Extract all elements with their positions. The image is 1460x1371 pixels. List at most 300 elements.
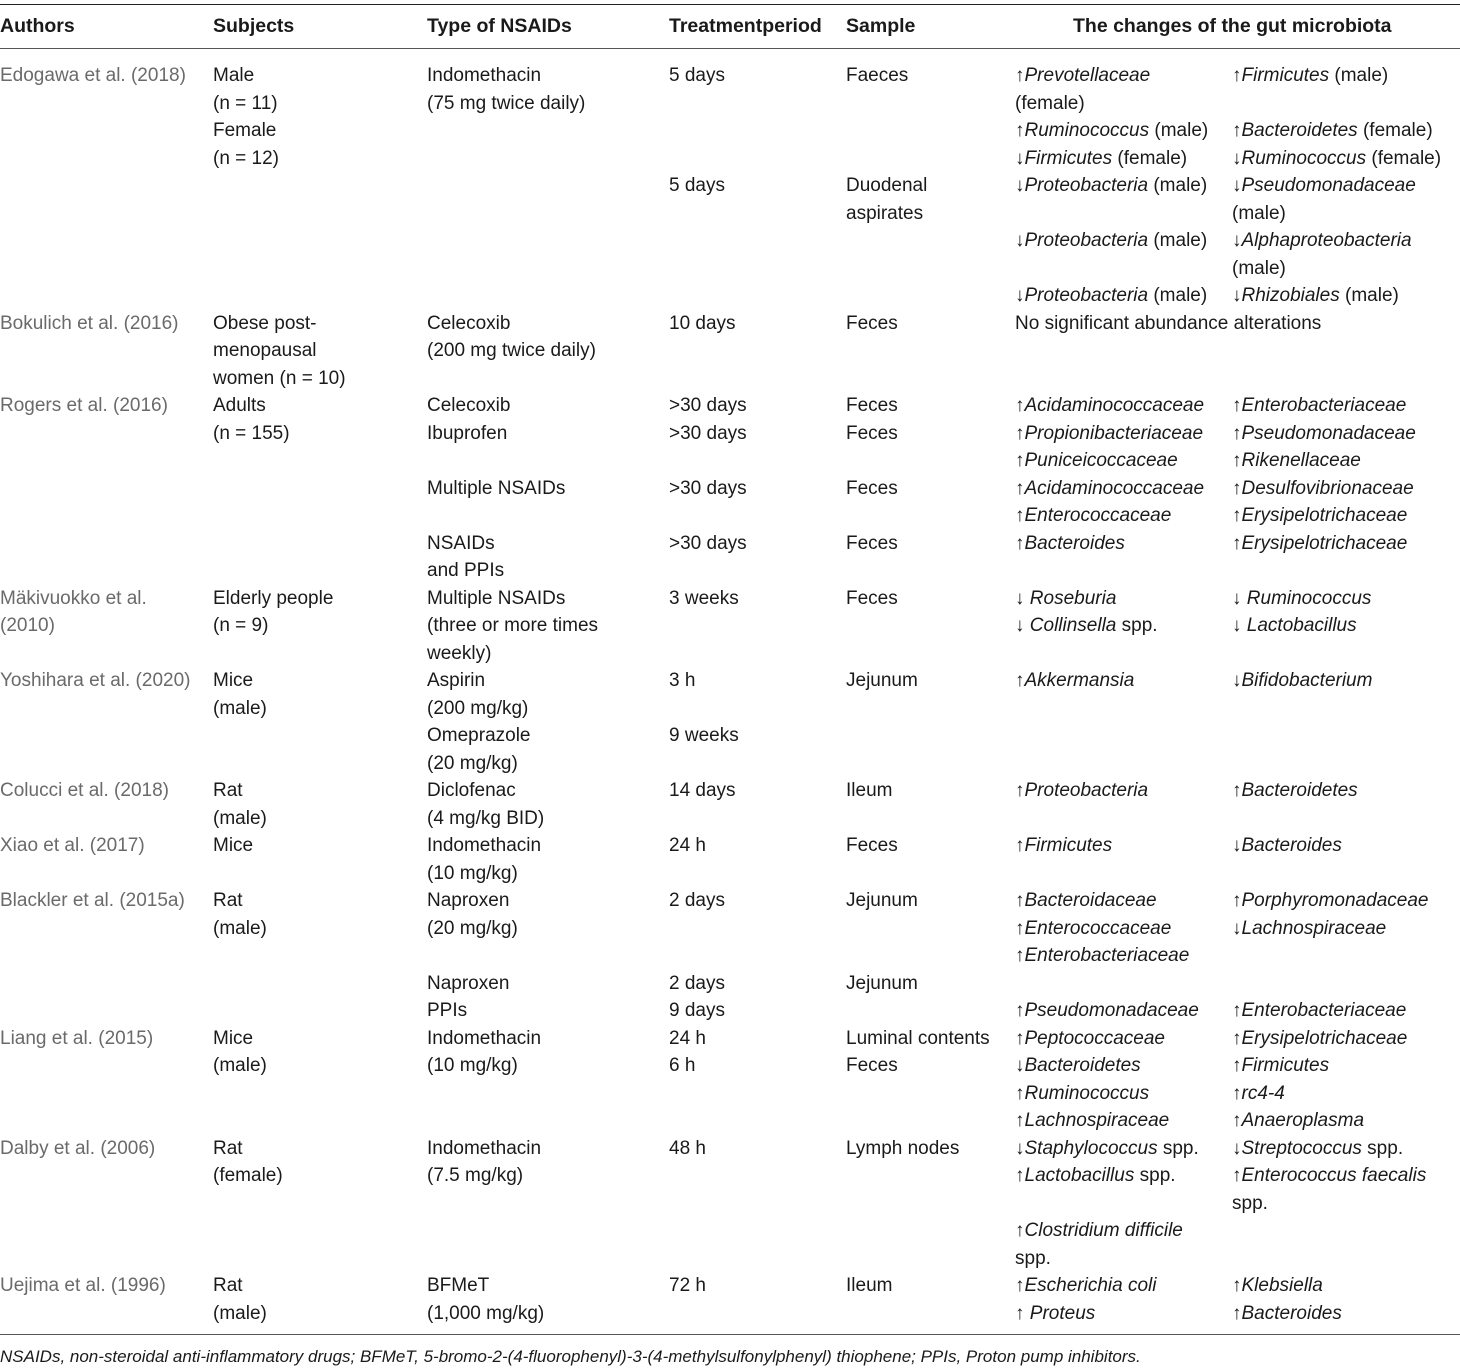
microbiota-change <box>1232 420 1416 448</box>
change-arrow: ↑ <box>1232 1027 1242 1049</box>
microbiota-change <box>1015 612 1158 640</box>
change-arrow: ↓ <box>1015 1055 1025 1076</box>
taxon-qualifier: spp. <box>1116 615 1158 636</box>
column-header-5: The changes of the gut microbiota <box>1073 15 1392 37</box>
microbiota-change <box>1015 1245 1051 1273</box>
microbiota-change <box>1232 832 1342 860</box>
microbiota-change <box>1015 447 1178 475</box>
taxon-name: Bacteroidetes <box>1241 120 1358 141</box>
drug-cell: Omeprazole <box>427 725 531 746</box>
taxon-name: Puniceicoccaceae <box>1024 450 1178 471</box>
taxon-name: Enterobacteriaceae <box>1241 1000 1407 1021</box>
taxon-qualifier: No significant abundance alterations <box>1015 312 1322 334</box>
change-arrow: ↑ <box>1232 395 1242 416</box>
period-cell: 5 days <box>669 65 725 86</box>
table-bottom-rule <box>0 1334 1460 1335</box>
taxon-name: Bacteroides <box>1024 532 1125 554</box>
microbiota-change <box>1232 1272 1323 1300</box>
taxon-name: Pseudomonadaceae <box>1241 422 1416 444</box>
author-cell: Bokulich et al. (2016) <box>0 312 179 334</box>
drug-cell: Celecoxib <box>427 395 511 416</box>
change-arrow: ↑ <box>1232 1082 1242 1104</box>
taxon-name: Proteus <box>1029 1302 1096 1324</box>
taxon-name: Streptococcus <box>1241 1137 1362 1159</box>
change-arrow: ↑ <box>1232 422 1242 444</box>
microbiota-change <box>1015 90 1085 118</box>
taxon-name: Bacteroides <box>1241 835 1342 856</box>
change-arrow: ↓ <box>1232 1137 1242 1159</box>
subjects-cell: (n = 11) <box>213 92 278 114</box>
subjects-cell: Male <box>213 65 255 86</box>
taxon-qualifier: (male) <box>1232 257 1286 279</box>
microbiota-change <box>1232 1162 1426 1190</box>
drug-cell: Celecoxib <box>427 312 511 334</box>
column-header-3: Treatmentperiod <box>669 15 822 37</box>
change-arrow: ↑ <box>1015 1000 1025 1021</box>
subjects-cell: (n = 155) <box>213 422 290 444</box>
taxon-name: Bifidobacterium <box>1241 670 1373 691</box>
taxon-name: Lachnospiraceae <box>1241 917 1387 939</box>
sample-cell: Feces <box>846 835 898 856</box>
taxon-name: Bacteroidetes <box>1241 780 1358 801</box>
microbiota-change <box>1015 145 1187 173</box>
microbiota-change <box>1232 777 1358 805</box>
drug-cell: Naproxen <box>427 972 510 994</box>
change-arrow: ↓ <box>1015 147 1025 169</box>
subjects-cell: (male) <box>213 697 267 719</box>
taxon-name: Escherichia coli <box>1024 1275 1157 1296</box>
change-arrow: ↓ <box>1232 670 1242 691</box>
drug-cell: (20 mg/kg) <box>427 917 518 939</box>
microbiota-change <box>1232 447 1361 475</box>
microbiota-change <box>1015 832 1112 860</box>
sample-cell: Feces <box>846 532 898 554</box>
change-arrow: ↑ <box>1015 780 1025 801</box>
taxon-name: Firmicutes <box>1241 1055 1330 1076</box>
drug-cell: (200 mg/kg) <box>427 697 529 719</box>
taxon-name: Lactobacillus <box>1024 1165 1135 1186</box>
sample-cell: Feces <box>846 1055 898 1076</box>
microbiota-change <box>1232 997 1406 1025</box>
taxon-name: Proteobacteria <box>1024 230 1149 251</box>
change-arrow: ↑ <box>1015 1082 1025 1104</box>
taxon-name: Acidaminococcaceae <box>1024 477 1205 499</box>
change-arrow: ↑ <box>1232 450 1242 471</box>
period-cell: 3 weeks <box>669 587 739 609</box>
period-cell: 3 h <box>669 670 696 691</box>
taxon-name: Desulfovibrionaceae <box>1241 477 1414 499</box>
author-cell: Dalby et al. (2006) <box>0 1137 156 1159</box>
microbiota-change <box>1015 1300 1095 1328</box>
change-arrow: ↓ <box>1015 175 1025 196</box>
change-arrow: ↑ <box>1015 395 1025 416</box>
subjects-cell: (n = 9) <box>213 615 269 636</box>
change-arrow: ↑ <box>1232 1000 1242 1021</box>
subjects-cell: (female) <box>213 1165 283 1186</box>
taxon-qualifier: (male) <box>1329 65 1389 86</box>
sample-cell: Lymph nodes <box>846 1137 960 1159</box>
change-arrow: ↓ <box>1015 230 1025 251</box>
period-cell: 24 h <box>669 835 706 856</box>
period-cell: >30 days <box>669 395 747 416</box>
change-arrow: ↑ <box>1015 1110 1025 1131</box>
period-cell: 6 h <box>669 1055 696 1076</box>
microbiota-change <box>1232 255 1286 283</box>
change-arrow: ↑ <box>1232 1055 1242 1076</box>
change-arrow: ↓ <box>1232 917 1242 939</box>
taxon-name: Peptococcaceae <box>1024 1027 1165 1049</box>
change-arrow: ↑ <box>1015 450 1025 471</box>
taxon-name: Staphylococcus <box>1024 1137 1158 1159</box>
drug-cell: Naproxen <box>427 890 510 911</box>
period-cell: 48 h <box>669 1137 706 1159</box>
microbiota-change <box>1015 530 1125 558</box>
taxon-qualifier: (male) <box>1149 120 1209 141</box>
column-header-2: Type of NSAIDs <box>427 15 572 37</box>
taxon-name: Firmicutes <box>1024 147 1113 169</box>
drug-cell: (7.5 mg/kg) <box>427 1165 524 1186</box>
subjects-cell: (n = 12) <box>213 147 280 169</box>
taxon-name: Bacteroidetes <box>1024 1055 1141 1076</box>
column-header-1: Subjects <box>213 15 295 37</box>
microbiota-change <box>1015 887 1157 915</box>
microbiota-change <box>1015 310 1321 338</box>
table-footnote: NSAIDs, non-steroidal anti-inflammatory drugs; BFMeT, 5-bromo-2-(4-fluorophenyl)-3-(4-methylsulfonylphenyl) thiophene; PPIs, Proton pump inhibitors. <box>0 1347 1141 1366</box>
sample-cell: Feces <box>846 477 898 499</box>
change-arrow: ↑ <box>1232 477 1242 499</box>
change-arrow: ↑ <box>1015 477 1025 499</box>
drug-cell: (three or more times <box>427 615 599 636</box>
change-arrow: ↑ <box>1015 422 1025 444</box>
period-cell: 5 days <box>669 175 725 196</box>
drug-cell: (75 mg twice daily) <box>427 92 586 114</box>
taxon-name: Ruminococcus <box>1024 1082 1150 1104</box>
taxon-name: Pseudomonadaceae <box>1024 1000 1199 1021</box>
microbiota-change <box>1015 117 1208 145</box>
subjects-cell: (male) <box>213 807 267 829</box>
microbiota-change <box>1232 667 1372 695</box>
taxon-qualifier: (male) <box>1148 175 1208 196</box>
taxon-name: Erysipelotrichaceae <box>1241 532 1408 554</box>
period-cell: >30 days <box>669 532 747 554</box>
sample-cell: Jejunum <box>846 972 918 994</box>
sample-cell: Luminal contents <box>846 1027 990 1049</box>
subjects-cell: Rat <box>213 1275 243 1296</box>
change-arrow: ↑ <box>1015 65 1025 86</box>
microbiota-change <box>1232 282 1399 310</box>
column-header-4: Sample <box>846 15 916 37</box>
subjects-cell: women (n = 10) <box>213 367 346 389</box>
taxon-name: Anaeroplasma <box>1241 1110 1365 1131</box>
microbiota-change <box>1015 1025 1165 1053</box>
microbiota-change <box>1015 172 1207 200</box>
taxon-qualifier: (male) <box>1148 230 1208 251</box>
change-arrow: ↓ <box>1232 147 1242 169</box>
change-arrow: ↑ <box>1232 1110 1242 1131</box>
taxon-name: Enterococcus faecalis <box>1241 1165 1427 1186</box>
change-arrow: ↓ <box>1232 587 1247 609</box>
change-arrow: ↓ <box>1232 230 1242 251</box>
microbiota-change <box>1232 62 1388 90</box>
microbiota-change <box>1232 1190 1268 1218</box>
column-header-0: Authors <box>0 15 75 37</box>
period-cell: 2 days <box>669 972 725 994</box>
author-cell: Rogers et al. (2016) <box>0 395 168 416</box>
microbiota-change <box>1015 1272 1157 1300</box>
period-cell: 2 days <box>669 890 725 911</box>
drug-cell: (10 mg/kg) <box>427 1055 518 1076</box>
microbiota-change <box>1015 667 1134 695</box>
drug-cell: (200 mg twice daily) <box>427 340 596 361</box>
microbiota-change <box>1015 420 1203 448</box>
taxon-name: Acidaminococcaceae <box>1024 395 1205 416</box>
microbiota-change <box>1232 1025 1407 1053</box>
subjects-cell: (male) <box>213 917 267 939</box>
taxon-name: Collinsella <box>1029 615 1117 636</box>
taxon-name: Enterococcaceae <box>1024 505 1172 526</box>
microbiota-change <box>1232 1135 1403 1163</box>
drug-cell: (4 mg/kg BID) <box>427 807 545 829</box>
microbiota-change <box>1015 585 1116 613</box>
microbiota-change <box>1232 530 1407 558</box>
microbiota-change <box>1232 1052 1329 1080</box>
microbiota-change <box>1015 1217 1183 1245</box>
drug-cell: Aspirin <box>427 670 486 691</box>
taxon-name: Proteobacteria <box>1024 175 1149 196</box>
drug-cell: Ibuprofen <box>427 422 508 444</box>
microbiota-change <box>1015 1162 1176 1190</box>
taxon-name: Prevotellaceae <box>1024 65 1151 86</box>
taxon-name: Enterococcaceae <box>1024 917 1172 939</box>
sample-cell: Faeces <box>846 65 909 86</box>
sample-cell: Duodenal <box>846 175 928 196</box>
drug-cell: Diclofenac <box>427 780 516 801</box>
drug-cell: (10 mg/kg) <box>427 862 518 884</box>
change-arrow: ↓ <box>1015 587 1030 609</box>
taxon-name: Enterobacteriaceae <box>1241 395 1407 416</box>
sample-cell: Ileum <box>846 780 893 801</box>
subjects-cell: Rat <box>213 780 243 801</box>
change-arrow: ↑ <box>1232 1302 1242 1324</box>
taxon-name: Alphaproteobacteria <box>1241 230 1412 251</box>
microbiota-change <box>1232 145 1441 173</box>
drug-cell: Multiple NSAIDs <box>427 477 566 499</box>
microbiota-change <box>1015 282 1207 310</box>
period-cell: 9 days <box>669 1000 725 1021</box>
taxon-qualifier: spp. <box>1232 1192 1268 1214</box>
change-arrow: ↓ <box>1015 1137 1025 1159</box>
period-cell: 72 h <box>669 1275 706 1296</box>
microbiota-change <box>1015 475 1204 503</box>
author-cell: Colucci et al. (2018) <box>0 780 169 801</box>
period-cell: >30 days <box>669 422 747 444</box>
microbiota-change <box>1015 392 1204 420</box>
microbiota-change <box>1232 475 1414 503</box>
microbiota-change <box>1232 1080 1285 1108</box>
change-arrow: ↓ <box>1015 285 1025 306</box>
drug-cell: Indomethacin <box>427 65 542 86</box>
microbiota-change <box>1015 915 1171 943</box>
drug-cell: NSAIDs <box>427 532 495 554</box>
drug-cell: (20 mg/kg) <box>427 752 518 774</box>
microbiota-change <box>1232 392 1406 420</box>
change-arrow: ↑ <box>1232 65 1242 86</box>
period-cell: >30 days <box>669 477 747 499</box>
period-cell: 10 days <box>669 312 736 334</box>
change-arrow: ↑ <box>1015 945 1025 966</box>
change-arrow: ↓ <box>1232 175 1242 196</box>
taxon-qualifier: spp. <box>1157 1137 1199 1159</box>
author-cell: Liang et al. (2015) <box>0 1027 154 1049</box>
change-arrow: ↑ <box>1015 1302 1030 1324</box>
microbiota-change <box>1015 227 1207 255</box>
taxon-qualifier: (male) <box>1232 202 1286 224</box>
drug-cell: Indomethacin <box>427 1027 542 1049</box>
sample-cell: Feces <box>846 422 898 444</box>
drug-cell: Multiple NSAIDs <box>427 587 566 609</box>
microbiota-change <box>1232 1107 1364 1135</box>
author-cell: Xiao et al. (2017) <box>0 835 145 856</box>
microbiota-change <box>1232 1300 1342 1328</box>
taxon-name: Lachnospiraceae <box>1024 1110 1170 1131</box>
microbiota-change <box>1015 1052 1141 1080</box>
sample-cell: Ileum <box>846 1275 893 1296</box>
sample-cell: Jejunum <box>846 890 918 911</box>
microbiota-change <box>1232 200 1286 228</box>
drug-cell: weekly) <box>427 642 492 664</box>
change-arrow: ↓ <box>1015 615 1030 636</box>
taxon-name: Erysipelotrichaceae <box>1241 1027 1408 1049</box>
change-arrow: ↑ <box>1015 1275 1025 1296</box>
taxon-name: Rikenellaceae <box>1241 450 1361 471</box>
change-arrow: ↑ <box>1232 890 1242 911</box>
drug-cell: and PPIs <box>427 560 505 581</box>
subjects-cell: Female <box>213 120 277 141</box>
microbiota-change <box>1015 997 1199 1025</box>
sample-cell: Feces <box>846 587 898 609</box>
taxon-name: Pseudomonadaceae <box>1241 175 1416 196</box>
microbiota-change <box>1015 777 1148 805</box>
change-arrow: ↓ <box>1232 285 1242 306</box>
subjects-cell: Rat <box>213 1137 243 1159</box>
taxon-name: Ruminococcus <box>1241 147 1367 169</box>
microbiota-change <box>1232 887 1428 915</box>
taxon-qualifier: (female) <box>1366 147 1442 169</box>
taxon-name: Clostridium difficile <box>1024 1220 1183 1241</box>
taxon-name: Proteobacteria <box>1024 780 1149 801</box>
subjects-cell: (male) <box>213 1055 267 1076</box>
taxon-name: Enterobacteriaceae <box>1024 945 1190 966</box>
author-cell: (2010) <box>0 615 55 636</box>
sample-cell: Feces <box>846 312 898 334</box>
author-cell: Mäkivuokko et al. <box>0 587 147 609</box>
author-cell: Uejima et al. (1996) <box>0 1275 166 1296</box>
change-arrow: ↓ <box>1232 615 1247 636</box>
taxon-name: Erysipelotrichaceae <box>1241 505 1408 526</box>
change-arrow: ↑ <box>1232 780 1242 801</box>
subjects-cell: Obese post- <box>213 312 317 334</box>
taxon-qualifier: (male) <box>1339 285 1399 306</box>
subjects-cell: Mice <box>213 1027 254 1049</box>
microbiota-change <box>1232 585 1371 613</box>
taxon-name: Ruminococcus <box>1024 120 1150 141</box>
subjects-cell: (male) <box>213 1302 267 1324</box>
taxon-name: Klebsiella <box>1241 1275 1323 1296</box>
microbiota-change <box>1232 117 1433 145</box>
microbiota-change <box>1232 915 1386 943</box>
subjects-cell: Mice <box>213 670 254 691</box>
sample-cell: Jejunum <box>846 670 918 691</box>
taxon-name: Roseburia <box>1029 587 1117 609</box>
change-arrow: ↑ <box>1015 1220 1025 1241</box>
taxon-qualifier: (female) <box>1357 120 1433 141</box>
subjects-cell: Elderly people <box>213 587 334 609</box>
drug-cell: (1,000 mg/kg) <box>427 1302 545 1324</box>
microbiota-change <box>1232 227 1412 255</box>
taxon-name: Lactobacillus <box>1246 615 1357 636</box>
taxon-name: rc4-4 <box>1241 1082 1285 1104</box>
subjects-cell: Adults <box>213 395 266 416</box>
taxon-qualifier: spp. <box>1134 1165 1176 1186</box>
sample-cell: Feces <box>846 395 898 416</box>
change-arrow: ↑ <box>1015 890 1025 911</box>
taxon-name: Rhizobiales <box>1241 285 1340 306</box>
change-arrow: ↑ <box>1232 120 1242 141</box>
microbiota-change <box>1232 502 1407 530</box>
microbiota-change <box>1232 172 1416 200</box>
microbiota-change <box>1232 612 1357 640</box>
period-cell: 24 h <box>669 1027 706 1049</box>
change-arrow: ↑ <box>1232 1275 1242 1296</box>
taxon-qualifier: (female) <box>1112 147 1188 169</box>
sample-cell: aspirates <box>846 202 924 224</box>
subjects-cell: menopausal <box>213 340 317 361</box>
taxon-name: Bacteroides <box>1241 1302 1342 1324</box>
taxon-qualifier: spp. <box>1015 1247 1051 1269</box>
microbiota-change <box>1015 1135 1199 1163</box>
change-arrow: ↑ <box>1015 1027 1025 1049</box>
subjects-cell: Mice <box>213 835 254 856</box>
drug-cell: Indomethacin <box>427 1137 542 1159</box>
taxon-name: Ruminococcus <box>1246 587 1372 609</box>
subjects-cell: Rat <box>213 890 243 911</box>
taxon-name: Porphyromonadaceae <box>1241 890 1429 911</box>
drug-cell: Indomethacin <box>427 835 542 856</box>
microbiota-change <box>1015 942 1189 970</box>
taxon-qualifier: spp. <box>1361 1137 1404 1159</box>
change-arrow: ↑ <box>1232 532 1242 554</box>
taxon-name: Firmicutes <box>1241 65 1330 86</box>
microbiota-change <box>1015 1107 1169 1135</box>
change-arrow: ↑ <box>1015 120 1025 141</box>
microbiota-change <box>1015 1080 1149 1108</box>
taxon-name: Proteobacteria <box>1024 285 1149 306</box>
change-arrow: ↑ <box>1015 670 1025 691</box>
taxon-name: Akkermansia <box>1024 670 1135 691</box>
author-cell: Blackler et al. (2015a) <box>0 890 185 911</box>
table-top-rule <box>0 4 1460 5</box>
taxon-qualifier: (female) <box>1015 92 1085 114</box>
taxon-name: Firmicutes <box>1024 835 1113 856</box>
change-arrow: ↑ <box>1232 505 1242 526</box>
drug-cell: PPIs <box>427 1000 468 1021</box>
change-arrow: ↑ <box>1015 835 1025 856</box>
taxon-name: Bacteroidaceae <box>1024 890 1157 911</box>
taxon-name: Propionibacteriaceae <box>1024 422 1204 444</box>
author-cell: Yoshihara et al. (2020) <box>0 670 191 691</box>
change-arrow: ↑ <box>1015 1165 1025 1186</box>
author-cell: Edogawa et al. (2018) <box>0 65 186 86</box>
